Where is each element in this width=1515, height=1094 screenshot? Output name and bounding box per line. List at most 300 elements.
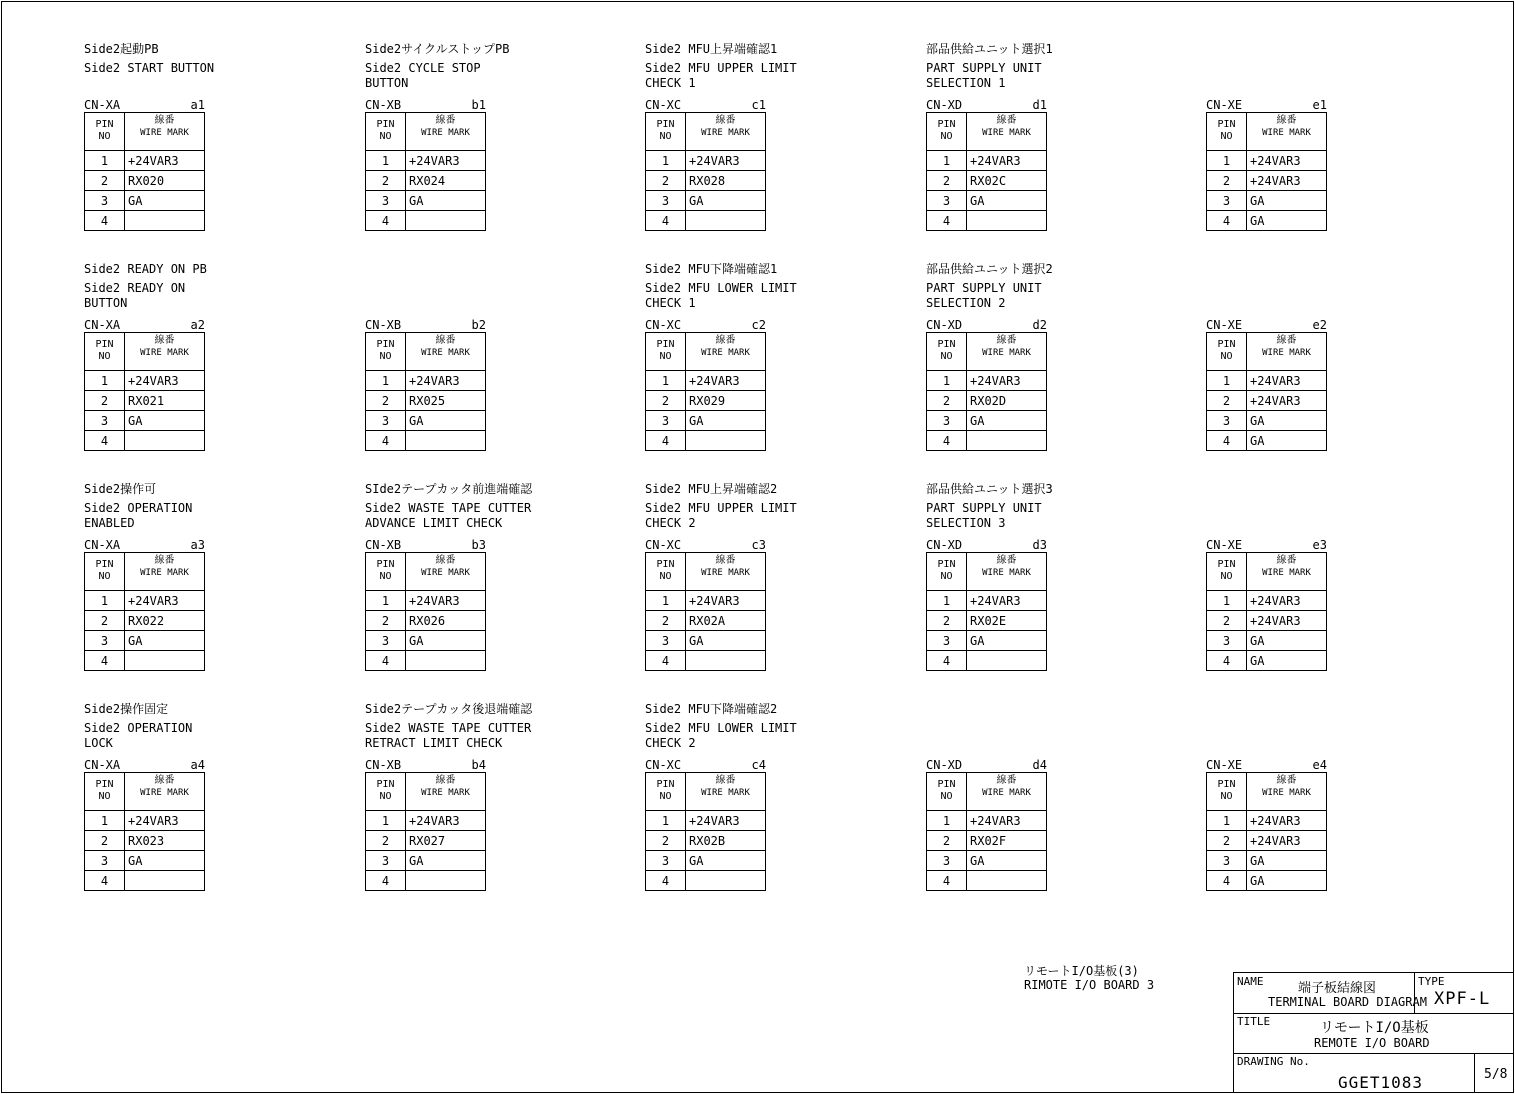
wire-header-en: WIRE MARK <box>421 788 470 798</box>
wire-mark: GA <box>1247 851 1327 871</box>
pin-number: 1 <box>366 811 406 831</box>
wire-mark: +24VAR3 <box>1247 591 1327 611</box>
pin-table <box>84 332 205 451</box>
wire-header-jp: 線番 <box>154 335 175 346</box>
pin-row <box>927 151 1047 171</box>
connector-d3 <box>926 482 1186 692</box>
connector-id: b3 <box>471 538 486 552</box>
pin-number: 2 <box>1207 611 1247 631</box>
pin-row <box>1207 831 1327 851</box>
pin-row <box>1207 191 1327 211</box>
pin-row <box>1207 151 1327 171</box>
wire-mark <box>406 211 486 231</box>
pin-number: 4 <box>646 431 686 451</box>
wire-mark: +24VAR3 <box>1247 611 1327 631</box>
connector-id: e2 <box>1312 318 1327 332</box>
wire-mark <box>125 871 205 891</box>
wire-header-en: WIRE MARK <box>982 788 1031 798</box>
wire-header-en: WIRE MARK <box>982 128 1031 138</box>
pin-number: 1 <box>1207 811 1247 831</box>
pin-table <box>1206 552 1327 671</box>
pin-header-pin: PIN <box>1217 779 1236 790</box>
connector-label-jp: Side2 MFU上昇端確認2 <box>645 482 778 496</box>
wire-mark <box>967 651 1047 671</box>
pin-number: 3 <box>85 411 125 431</box>
pin-number: 4 <box>927 651 967 671</box>
pin-row <box>1207 391 1327 411</box>
connector-cn: CN-XE <box>1206 538 1243 552</box>
pin-row <box>366 631 486 651</box>
pin-header-pin: PIN <box>376 779 395 790</box>
wire-mark: GA <box>406 851 486 871</box>
pin-number: 2 <box>85 391 125 411</box>
pin-header-pin: PIN <box>937 779 956 790</box>
connector-id: a4 <box>190 758 205 772</box>
pin-header-no: NO <box>659 351 672 362</box>
pin-header-pin: PIN <box>95 339 114 350</box>
pin-number: 2 <box>927 171 967 191</box>
wire-mark: GA <box>406 411 486 431</box>
pin-number: 3 <box>366 411 406 431</box>
pin-number: 3 <box>646 411 686 431</box>
pin-header-cell <box>366 333 406 371</box>
pin-row <box>646 651 766 671</box>
wire-header-cell <box>967 333 1047 371</box>
connector-label-jp: Side2 MFU上昇端確認1 <box>645 42 778 56</box>
title-block <box>1233 972 1513 1093</box>
pin-number: 4 <box>1207 651 1247 671</box>
wire-header-jp: 線番 <box>996 115 1017 126</box>
title-block-title-label: TITLE <box>1237 1015 1271 1028</box>
wire-mark: RX023 <box>125 831 205 851</box>
wire-mark: GA <box>1247 651 1327 671</box>
wire-header-jp: 線番 <box>435 115 456 126</box>
pin-table-header <box>927 553 1047 591</box>
pin-row <box>927 631 1047 651</box>
connector-a2 <box>84 262 344 472</box>
pin-number: 4 <box>85 431 125 451</box>
title-block-title-jp: リモートI/O基板 <box>1320 1020 1429 1036</box>
wire-mark: +24VAR3 <box>1247 811 1327 831</box>
wire-header-cell <box>686 553 766 591</box>
connector-label-en: PART SUPPLY UNIT <box>926 61 1042 75</box>
wire-mark: RX02E <box>967 611 1047 631</box>
pin-table <box>645 772 766 891</box>
wire-header-en: WIRE MARK <box>1262 128 1311 138</box>
connector-id: d4 <box>1032 758 1047 772</box>
pin-table-header <box>366 773 486 811</box>
wire-mark <box>967 211 1047 231</box>
pin-number: 4 <box>1207 431 1247 451</box>
pin-header-cell <box>927 553 967 591</box>
connector-label-en: Side2 MFU LOWER LIMIT <box>645 721 797 735</box>
connector-label-jp: Side2 MFU下降端確認2 <box>645 702 778 716</box>
pin-header-no: NO <box>940 571 953 582</box>
connector-label-en: Side2 MFU UPPER LIMIT <box>645 61 797 75</box>
wire-header-cell <box>1247 773 1327 811</box>
wire-mark: +24VAR3 <box>686 371 766 391</box>
pin-row <box>646 631 766 651</box>
wire-mark: GA <box>1247 871 1327 891</box>
pin-table-header <box>366 553 486 591</box>
pin-table <box>365 112 486 231</box>
wire-mark <box>686 431 766 451</box>
pin-header-cell <box>646 113 686 151</box>
wire-mark: GA <box>1247 431 1327 451</box>
pin-number: 2 <box>646 831 686 851</box>
pin-number: 1 <box>927 151 967 171</box>
wire-mark <box>125 651 205 671</box>
connector-id: a1 <box>190 98 205 112</box>
pin-header-no: NO <box>940 791 953 802</box>
pin-header-cell <box>85 773 125 811</box>
pin-header-no: NO <box>940 351 953 362</box>
pin-row <box>366 211 486 231</box>
board-label <box>1024 964 1154 992</box>
pin-header-pin: PIN <box>376 559 395 570</box>
wire-header-en: WIRE MARK <box>1262 568 1311 578</box>
pin-number: 1 <box>366 591 406 611</box>
wire-mark <box>686 651 766 671</box>
pin-number: 4 <box>1207 211 1247 231</box>
pin-header-no: NO <box>1220 131 1233 142</box>
pin-number: 3 <box>366 851 406 871</box>
pin-row <box>927 391 1047 411</box>
pin-row <box>366 371 486 391</box>
connector-label-jp: Side2 MFU下降端確認1 <box>645 262 778 276</box>
pin-row <box>366 611 486 631</box>
wire-header-jp: 線番 <box>715 555 736 566</box>
pin-header-cell <box>85 113 125 151</box>
wire-header-cell <box>967 773 1047 811</box>
pin-table <box>1206 112 1327 231</box>
pin-header-no: NO <box>659 131 672 142</box>
wire-mark: RX02D <box>967 391 1047 411</box>
connector-cn: CN-XC <box>645 318 682 332</box>
pin-row <box>85 871 205 891</box>
pin-header-no: NO <box>379 351 392 362</box>
pin-table <box>926 112 1047 231</box>
wire-header-cell <box>686 113 766 151</box>
pin-number: 3 <box>366 631 406 651</box>
wire-header-cell <box>406 773 486 811</box>
pin-row <box>85 651 205 671</box>
pin-table-header <box>1207 553 1327 591</box>
pin-number: 3 <box>646 191 686 211</box>
pin-number: 2 <box>85 611 125 631</box>
connector-d2 <box>926 262 1186 472</box>
pin-table-header <box>646 333 766 371</box>
wire-mark: GA <box>406 191 486 211</box>
connector-label-en: Side2 READY ON <box>84 281 186 295</box>
pin-header-no: NO <box>98 791 111 802</box>
wire-mark: +24VAR3 <box>1247 371 1327 391</box>
connector-a4 <box>84 702 344 912</box>
wire-header-cell <box>967 113 1047 151</box>
wire-mark: +24VAR3 <box>406 371 486 391</box>
wire-mark <box>125 211 205 231</box>
wire-mark: RX026 <box>406 611 486 631</box>
pin-row <box>927 651 1047 671</box>
pin-row <box>646 151 766 171</box>
pin-number: 3 <box>927 851 967 871</box>
pin-row <box>927 831 1047 851</box>
connector-label-en2: RETRACT LIMIT CHECK <box>365 736 503 750</box>
board-label-en: RIMOTE I/O BOARD 3 <box>1024 978 1155 992</box>
pin-header-cell <box>366 553 406 591</box>
connector-cn: CN-XD <box>926 318 963 332</box>
pin-row <box>85 211 205 231</box>
connector-label-jp: 部品供給ユニット選択1 <box>926 42 1053 56</box>
connector-label-en: Side2 WASTE TAPE CUTTER <box>365 501 532 515</box>
connector-label-en: Side2 START BUTTON <box>84 61 215 75</box>
pin-table-header <box>85 333 205 371</box>
pin-row <box>1207 871 1327 891</box>
wire-mark <box>125 431 205 451</box>
connector-label-jp: SIde2テープカッタ前進端確認 <box>365 482 533 496</box>
pin-table-header <box>85 113 205 151</box>
connector-cn: CN-XB <box>365 758 402 772</box>
pin-table-header <box>366 333 486 371</box>
wire-mark: RX02C <box>967 171 1047 191</box>
pin-number: 4 <box>366 651 406 671</box>
pin-row <box>927 591 1047 611</box>
pin-number: 1 <box>366 371 406 391</box>
title-block-title-en: REMOTE I/O BOARD <box>1314 1036 1430 1050</box>
pin-number: 2 <box>366 831 406 851</box>
pin-header-pin: PIN <box>1217 119 1236 130</box>
connector-cn: CN-XB <box>365 538 402 552</box>
pin-header-no: NO <box>98 571 111 582</box>
connector-id: c3 <box>751 538 766 552</box>
wire-mark: GA <box>1247 411 1327 431</box>
connector-d4 <box>926 702 1186 912</box>
wire-mark <box>686 211 766 231</box>
pin-number: 1 <box>927 591 967 611</box>
wire-mark: RX021 <box>125 391 205 411</box>
connector-cn: CN-XD <box>926 538 963 552</box>
pin-number: 1 <box>85 811 125 831</box>
pin-table-header <box>646 113 766 151</box>
title-block-drawing-no: GGET1083 <box>1338 1073 1424 1092</box>
connector-id: b1 <box>471 98 486 112</box>
connector-label-en2: ADVANCE LIMIT CHECK <box>365 516 503 530</box>
pin-header-cell <box>1207 773 1247 811</box>
connector-label-en2: CHECK 1 <box>645 76 696 90</box>
title-block-name-label: NAME <box>1237 975 1264 988</box>
wire-mark: RX025 <box>406 391 486 411</box>
connector-cn: CN-XE <box>1206 318 1243 332</box>
pin-number: 2 <box>1207 831 1247 851</box>
pin-row <box>85 391 205 411</box>
wire-mark <box>967 431 1047 451</box>
pin-row <box>646 191 766 211</box>
pin-header-pin: PIN <box>656 339 675 350</box>
pin-row <box>646 391 766 411</box>
connector-e4 <box>1206 702 1466 912</box>
connector-label-en: Side2 OPERATION <box>84 501 193 515</box>
pin-row <box>1207 611 1327 631</box>
pin-row <box>646 591 766 611</box>
connector-label-en: Side2 MFU LOWER LIMIT <box>645 281 797 295</box>
wire-mark: +24VAR3 <box>125 151 205 171</box>
pin-table-header <box>927 333 1047 371</box>
connector-label-en2: SELECTION 1 <box>926 76 1006 90</box>
pin-number: 2 <box>646 391 686 411</box>
pin-row <box>646 611 766 631</box>
wire-header-en: WIRE MARK <box>421 348 470 358</box>
wire-header-jp: 線番 <box>996 555 1017 566</box>
pin-row <box>85 811 205 831</box>
connector-cn: CN-XA <box>84 758 121 772</box>
connector-label-en2: CHECK 1 <box>645 296 696 310</box>
pin-number: 1 <box>1207 371 1247 391</box>
connector-label-en2: LOCK <box>84 736 113 750</box>
pin-row <box>1207 211 1327 231</box>
pin-header-no: NO <box>98 131 111 142</box>
wire-header-jp: 線番 <box>996 335 1017 346</box>
pin-row <box>85 431 205 451</box>
pin-header-pin: PIN <box>937 119 956 130</box>
pin-number: 1 <box>646 591 686 611</box>
pin-header-cell <box>646 333 686 371</box>
wire-header-en: WIRE MARK <box>421 128 470 138</box>
wire-header-en: WIRE MARK <box>982 568 1031 578</box>
pin-row <box>646 431 766 451</box>
wire-mark: GA <box>686 631 766 651</box>
connector-label-en2: ENABLED <box>84 516 135 530</box>
pin-header-pin: PIN <box>1217 339 1236 350</box>
connector-label-jp: Side2サイクルストップPB <box>365 42 510 56</box>
pin-header-no: NO <box>1220 571 1233 582</box>
wire-mark: +24VAR3 <box>125 591 205 611</box>
pin-row <box>927 431 1047 451</box>
wire-header-jp: 線番 <box>715 115 736 126</box>
wire-mark <box>686 871 766 891</box>
pin-number: 4 <box>646 871 686 891</box>
connector-id: e3 <box>1312 538 1327 552</box>
pin-table-header <box>1207 773 1327 811</box>
connector-label-en: Side2 CYCLE STOP <box>365 61 481 75</box>
connector-e1 <box>1206 42 1466 252</box>
pin-row <box>85 371 205 391</box>
connector-label-jp: Side2テープカッタ後退端確認 <box>365 702 533 716</box>
pin-row <box>366 411 486 431</box>
pin-header-no: NO <box>659 571 672 582</box>
pin-header-cell <box>1207 333 1247 371</box>
title-block-type-label: TYPE <box>1418 975 1445 988</box>
wire-header-jp: 線番 <box>154 775 175 786</box>
pin-number: 4 <box>366 871 406 891</box>
wire-header-en: WIRE MARK <box>140 568 189 578</box>
wire-mark: +24VAR3 <box>125 371 205 391</box>
pin-number: 2 <box>366 611 406 631</box>
wire-mark: +24VAR3 <box>406 591 486 611</box>
wire-header-en: WIRE MARK <box>140 348 189 358</box>
connector-c2 <box>645 262 905 472</box>
pin-row <box>1207 651 1327 671</box>
connector-id: b2 <box>471 318 486 332</box>
wire-mark: +24VAR3 <box>967 151 1047 171</box>
wire-mark <box>967 871 1047 891</box>
connector-c1 <box>645 42 905 252</box>
pin-row <box>927 371 1047 391</box>
pin-header-pin: PIN <box>376 339 395 350</box>
pin-row <box>927 171 1047 191</box>
pin-header-no: NO <box>379 791 392 802</box>
wire-header-cell <box>1247 333 1327 371</box>
pin-number: 2 <box>646 171 686 191</box>
connector-label-en: Side2 MFU UPPER LIMIT <box>645 501 797 515</box>
pin-header-pin: PIN <box>656 779 675 790</box>
pin-number: 3 <box>1207 631 1247 651</box>
connector-label-jp: 部品供給ユニット選択2 <box>926 262 1053 276</box>
pin-table <box>926 332 1047 451</box>
connector-cn: CN-XB <box>365 98 402 112</box>
wire-header-en: WIRE MARK <box>701 788 750 798</box>
connector-label-en: Side2 WASTE TAPE CUTTER <box>365 721 532 735</box>
connector-a3 <box>84 482 344 692</box>
wire-header-jp: 線番 <box>715 775 736 786</box>
wire-mark: +24VAR3 <box>967 811 1047 831</box>
wire-header-en: WIRE MARK <box>421 568 470 578</box>
connector-cn: CN-XC <box>645 758 682 772</box>
pin-row <box>646 871 766 891</box>
connector-id: a2 <box>190 318 205 332</box>
pin-number: 4 <box>366 431 406 451</box>
connector-cn: CN-XC <box>645 538 682 552</box>
pin-row <box>646 371 766 391</box>
wire-mark: GA <box>967 411 1047 431</box>
pin-header-no: NO <box>659 791 672 802</box>
wire-header-cell <box>125 333 205 371</box>
pin-header-cell <box>927 113 967 151</box>
pin-number: 4 <box>366 211 406 231</box>
connector-cn: CN-XB <box>365 318 402 332</box>
connector-cn: CN-XD <box>926 758 963 772</box>
wire-header-en: WIRE MARK <box>1262 788 1311 798</box>
connector-id: d2 <box>1032 318 1047 332</box>
wire-mark: +24VAR3 <box>1247 171 1327 191</box>
pin-row <box>1207 171 1327 191</box>
wire-header-cell <box>406 553 486 591</box>
pin-number: 1 <box>85 151 125 171</box>
wire-mark: RX027 <box>406 831 486 851</box>
wire-mark: GA <box>686 851 766 871</box>
connector-label-jp: Side2操作可 <box>84 482 157 496</box>
pin-row <box>646 811 766 831</box>
pin-number: 1 <box>646 371 686 391</box>
pin-table-header <box>1207 333 1327 371</box>
connector-id: c2 <box>751 318 766 332</box>
pin-number: 3 <box>646 631 686 651</box>
pin-header-pin: PIN <box>656 119 675 130</box>
pin-number: 1 <box>366 151 406 171</box>
connector-id: c1 <box>751 98 766 112</box>
pin-table <box>84 112 205 231</box>
pin-number: 3 <box>1207 411 1247 431</box>
pin-table <box>645 332 766 451</box>
wire-mark: GA <box>1247 191 1327 211</box>
pin-table-header <box>366 113 486 151</box>
pin-table <box>365 332 486 451</box>
pin-number: 4 <box>927 211 967 231</box>
pin-number: 3 <box>927 411 967 431</box>
wire-header-jp: 線番 <box>996 775 1017 786</box>
pin-table <box>365 552 486 671</box>
wire-mark: GA <box>125 631 205 651</box>
pin-row <box>1207 851 1327 871</box>
